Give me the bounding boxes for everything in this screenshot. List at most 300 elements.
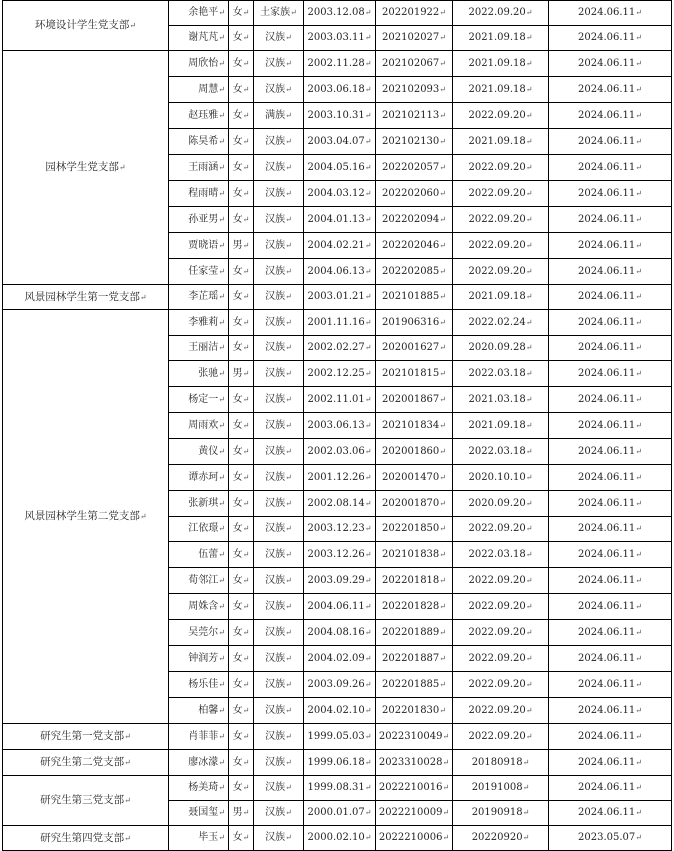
date-cell (549, 413, 672, 439)
gender-cell (229, 750, 254, 776)
table-row (3, 51, 672, 77)
paragraph-mark-icon: ↵ (525, 394, 533, 404)
name-cell (169, 129, 229, 155)
ethnicity-value: 汉族 (265, 342, 286, 353)
gender-value: 女 (232, 704, 243, 716)
paragraph-mark-icon: ↵ (635, 162, 642, 172)
enroll-cell (453, 776, 549, 801)
paragraph-mark-icon: ↵ (242, 343, 250, 352)
date-value: 2024.06.11 (578, 109, 636, 121)
student-id-value: 202201889 (382, 626, 440, 638)
birth-cell (304, 801, 376, 826)
gender-cell (229, 517, 254, 542)
paragraph-mark-icon: ↵ (364, 808, 372, 817)
enroll-cell (453, 155, 549, 181)
student-id-value: 202101885 (382, 291, 440, 302)
ethnicity-value: 汉族 (265, 265, 286, 277)
paragraph-mark-icon: ↵ (635, 498, 642, 508)
enroll-value: 2021.09.18 (468, 57, 526, 69)
birth-cell (304, 310, 376, 336)
date-value: 2024.06.11 (578, 393, 636, 405)
paragraph-mark-icon: ↵ (439, 266, 446, 276)
paragraph-mark-icon: ↵ (635, 833, 642, 842)
student-id-cell (376, 51, 453, 77)
date-value: 2024.06.11 (578, 523, 636, 534)
paragraph-mark-icon: ↵ (285, 317, 292, 327)
paragraph-mark-icon: ↵ (364, 420, 372, 430)
paragraph-mark-icon: ↵ (635, 549, 642, 559)
student-id-value: 202202094 (382, 213, 440, 225)
enroll-cell (453, 181, 549, 207)
paragraph-mark-icon: ↵ (218, 524, 225, 533)
paragraph-mark-icon: ↵ (439, 240, 446, 250)
gender-cell (229, 542, 254, 568)
date-value: 2024.06.11 (578, 704, 636, 716)
gender-value: 男 (232, 367, 243, 379)
student-id-value: 202001860 (382, 445, 440, 457)
paragraph-mark-icon: ↵ (218, 705, 225, 715)
student-id-value: 2023310028 (378, 756, 443, 768)
ethnicity-cell (254, 77, 304, 103)
paragraph-mark-icon: ↵ (364, 240, 372, 250)
ethnicity-cell (254, 207, 304, 233)
paragraph-mark-icon: ↵ (635, 240, 642, 250)
ethnicity-value: 土家族 (260, 7, 291, 18)
paragraph-mark-icon: ↵ (364, 679, 372, 689)
ethnicity-cell (254, 826, 304, 851)
paragraph-mark-icon: ↵ (218, 394, 225, 404)
paragraph-mark-icon: ↵ (635, 731, 642, 741)
birth-value: 2002.03.06 (307, 445, 365, 457)
paragraph-mark-icon: ↵ (442, 757, 450, 767)
paragraph-mark-icon: ↵ (218, 136, 225, 146)
paragraph-mark-icon: ↵ (525, 214, 533, 224)
paragraph-mark-icon: ↵ (635, 705, 642, 715)
birth-cell (304, 776, 376, 801)
ethnicity-cell (254, 568, 304, 594)
student-id-cell (376, 77, 453, 103)
name-cell (169, 750, 229, 776)
enroll-value: 20190918 (471, 807, 523, 818)
ethnicity-cell (254, 361, 304, 387)
name-cell (169, 26, 229, 51)
paragraph-mark-icon: ↵ (242, 84, 250, 94)
name-cell (169, 724, 229, 750)
date-cell (549, 207, 672, 233)
name-value: 周慧 (198, 83, 219, 95)
ethnicity-cell (254, 129, 304, 155)
birth-cell (304, 181, 376, 207)
paragraph-mark-icon: ↵ (218, 627, 225, 637)
enroll-cell (453, 801, 549, 826)
name-value: 周雨欢 (188, 419, 219, 431)
paragraph-mark-icon: ↵ (439, 446, 446, 456)
branch-name: 研究生第二党支部 (40, 756, 125, 769)
ethnicity-value: 汉族 (265, 652, 286, 664)
name-cell (169, 465, 229, 491)
student-id-value: 202202057 (382, 161, 440, 173)
enroll-value: 2020.09.20 (468, 497, 526, 509)
paragraph-mark-icon: ↵ (218, 833, 225, 842)
enroll-cell (453, 336, 549, 361)
paragraph-mark-icon: ↵ (124, 796, 131, 806)
birth-value: 1999.06.18 (307, 756, 365, 768)
date-cell (549, 26, 672, 51)
gender-value: 女 (232, 419, 243, 431)
date-value: 2024.06.11 (578, 135, 636, 147)
gender-value: 女 (232, 730, 243, 742)
name-value: 毕玉 (198, 832, 219, 843)
name-cell (169, 285, 229, 310)
paragraph-mark-icon: ↵ (525, 8, 533, 17)
student-id-cell (376, 181, 453, 207)
birth-value: 2000.02.10 (307, 832, 365, 843)
gender-value: 女 (232, 782, 243, 793)
paragraph-mark-icon: ↵ (285, 58, 292, 68)
birth-cell (304, 542, 376, 568)
paragraph-mark-icon: ↵ (139, 512, 147, 522)
paragraph-mark-icon: ↵ (525, 549, 533, 559)
paragraph-mark-icon: ↵ (525, 110, 533, 120)
paragraph-mark-icon: ↵ (285, 266, 292, 276)
name-cell (169, 336, 229, 361)
name-cell (169, 387, 229, 413)
date-value: 2024.06.11 (578, 161, 636, 173)
enroll-value: 20180918 (471, 756, 523, 768)
birth-cell (304, 646, 376, 672)
name-cell (169, 155, 229, 181)
enroll-value: 2022.03.18 (468, 548, 526, 560)
paragraph-mark-icon: ↵ (242, 757, 250, 767)
paragraph-mark-icon: ↵ (635, 653, 642, 663)
table-row (3, 310, 672, 336)
ethnicity-value: 汉族 (265, 316, 286, 328)
student-id-cell (376, 724, 453, 750)
table-row (3, 776, 672, 801)
paragraph-mark-icon: ↵ (525, 266, 533, 276)
paragraph-mark-icon: ↵ (635, 627, 642, 637)
enroll-value: 2022.09.20 (468, 626, 526, 638)
date-value: 2024.06.11 (578, 445, 636, 457)
birth-cell (304, 698, 376, 724)
ethnicity-value: 汉族 (265, 678, 286, 690)
birth-cell (304, 51, 376, 77)
ethnicity-value: 汉族 (265, 704, 286, 716)
paragraph-mark-icon: ↵ (525, 317, 533, 327)
name-value: 王丽洁 (188, 342, 219, 353)
date-cell (549, 361, 672, 387)
student-id-value: 202202046 (382, 239, 440, 251)
ethnicity-cell (254, 801, 304, 826)
student-id-cell (376, 620, 453, 646)
enroll-value: 2022.09.20 (468, 109, 526, 121)
branch-cell (3, 724, 169, 750)
date-cell (549, 103, 672, 129)
paragraph-mark-icon: ↵ (525, 33, 533, 42)
paragraph-mark-icon: ↵ (525, 731, 533, 741)
paragraph-mark-icon: ↵ (218, 8, 225, 17)
paragraph-mark-icon: ↵ (242, 524, 250, 533)
paragraph-mark-icon: ↵ (285, 84, 292, 94)
date-value: 2024.06.11 (578, 57, 636, 69)
birth-cell (304, 259, 376, 285)
paragraph-mark-icon: ↵ (525, 446, 533, 456)
ethnicity-value: 汉族 (265, 291, 286, 302)
birth-cell (304, 724, 376, 750)
branch-name: 园林学生党支部 (45, 161, 119, 174)
name-cell (169, 1, 229, 26)
paragraph-mark-icon: ↵ (525, 524, 533, 533)
paragraph-mark-icon: ↵ (364, 84, 372, 94)
paragraph-mark-icon: ↵ (285, 446, 292, 456)
date-value: 2024.06.11 (578, 548, 636, 560)
paragraph-mark-icon: ↵ (525, 472, 533, 482)
student-id-value: 202102027 (382, 32, 440, 43)
birth-value: 2004.08.16 (307, 626, 365, 638)
paragraph-mark-icon: ↵ (218, 575, 225, 585)
ethnicity-value: 汉族 (265, 807, 286, 818)
paragraph-mark-icon: ↵ (218, 317, 225, 327)
student-id-value: 201906316 (382, 316, 440, 328)
paragraph-mark-icon: ↵ (442, 783, 450, 792)
name-value: 赵珏雅 (188, 109, 219, 121)
student-id-value: 202201818 (382, 574, 440, 586)
birth-value: 2004.03.12 (307, 187, 365, 199)
paragraph-mark-icon: ↵ (439, 601, 446, 611)
paragraph-mark-icon: ↵ (635, 808, 642, 817)
birth-cell (304, 103, 376, 129)
gender-value: 女 (232, 83, 243, 95)
gender-cell (229, 646, 254, 672)
student-id-value: 2022310049 (378, 730, 443, 742)
student-id-value: 202102067 (382, 57, 440, 69)
ethnicity-cell (254, 776, 304, 801)
gender-cell (229, 465, 254, 491)
enroll-cell (453, 826, 549, 851)
ethnicity-cell (254, 724, 304, 750)
name-value: 余艳平 (188, 7, 219, 18)
student-id-cell (376, 285, 453, 310)
date-value: 2024.06.11 (578, 471, 636, 483)
paragraph-mark-icon: ↵ (525, 498, 533, 508)
paragraph-mark-icon: ↵ (218, 266, 225, 276)
branch-name: 研究生第四党支部 (40, 831, 125, 844)
student-id-value: 202101834 (382, 419, 440, 431)
enroll-value: 2022.09.20 (468, 574, 526, 586)
enroll-cell (453, 387, 549, 413)
paragraph-mark-icon: ↵ (525, 627, 533, 637)
ethnicity-cell (254, 439, 304, 465)
paragraph-mark-icon: ↵ (439, 188, 446, 198)
paragraph-mark-icon: ↵ (364, 549, 372, 559)
birth-value: 2000.01.07 (307, 807, 365, 818)
enroll-cell (453, 285, 549, 310)
student-id-cell (376, 542, 453, 568)
paragraph-mark-icon: ↵ (242, 162, 250, 172)
enroll-cell (453, 672, 549, 698)
paragraph-mark-icon: ↵ (118, 163, 126, 173)
paragraph-mark-icon: ↵ (525, 240, 533, 250)
student-id-value: 202201885 (382, 678, 440, 690)
gender-value: 女 (232, 497, 243, 509)
paragraph-mark-icon: ↵ (364, 575, 372, 585)
paragraph-mark-icon: ↵ (218, 679, 225, 689)
birth-value: 2002.11.01 (307, 393, 365, 405)
name-value: 王雨涵 (188, 161, 219, 173)
student-id-value: 202202085 (382, 265, 440, 277)
enroll-cell (453, 259, 549, 285)
name-cell (169, 310, 229, 336)
paragraph-mark-icon: ↵ (522, 808, 530, 817)
paragraph-mark-icon: ↵ (285, 136, 292, 146)
paragraph-mark-icon: ↵ (364, 162, 372, 172)
enroll-value: 2022.09.20 (468, 678, 526, 690)
paragraph-mark-icon: ↵ (124, 732, 131, 742)
paragraph-mark-icon: ↵ (285, 292, 292, 301)
student-id-cell (376, 233, 453, 259)
paragraph-mark-icon: ↵ (364, 188, 372, 198)
gender-value: 女 (232, 7, 243, 18)
birth-cell (304, 517, 376, 542)
paragraph-mark-icon: ↵ (285, 498, 292, 508)
date-value: 2024.06.11 (578, 652, 636, 664)
student-id-value: 202202060 (382, 187, 440, 199)
gender-cell (229, 181, 254, 207)
gender-cell (229, 724, 254, 750)
ethnicity-cell (254, 1, 304, 26)
enroll-value: 2020.10.10 (468, 471, 526, 483)
birth-cell (304, 491, 376, 517)
ethnicity-cell (254, 698, 304, 724)
date-value: 2024.06.11 (578, 782, 636, 793)
name-value: 任家莹 (188, 265, 219, 277)
paragraph-mark-icon: ↵ (285, 757, 292, 767)
name-cell (169, 542, 229, 568)
paragraph-mark-icon: ↵ (635, 524, 642, 533)
paragraph-mark-icon: ↵ (285, 783, 292, 792)
birth-value: 2004.06.13 (307, 265, 365, 277)
ethnicity-value: 汉族 (265, 600, 286, 612)
paragraph-mark-icon: ↵ (364, 33, 372, 42)
paragraph-mark-icon: ↵ (242, 240, 250, 250)
enroll-value: 2022.09.20 (468, 704, 526, 716)
branch-cell (3, 310, 169, 724)
birth-cell (304, 387, 376, 413)
paragraph-mark-icon: ↵ (242, 368, 250, 378)
student-id-cell (376, 491, 453, 517)
student-id-value: 202102093 (382, 83, 440, 95)
gender-value: 女 (232, 316, 243, 328)
date-value: 2024.06.11 (578, 574, 636, 586)
student-id-value: 202001867 (382, 393, 440, 405)
birth-value: 2003.03.11 (307, 32, 365, 43)
name-value: 荀邻江 (188, 574, 219, 586)
date-cell (549, 542, 672, 568)
date-cell (549, 77, 672, 103)
paragraph-mark-icon: ↵ (285, 833, 292, 842)
gender-cell (229, 1, 254, 26)
student-id-cell (376, 776, 453, 801)
birth-value: 2001.11.16 (307, 316, 365, 328)
birth-value: 2002.08.14 (307, 497, 365, 509)
date-value: 2024.06.11 (578, 342, 636, 353)
paragraph-mark-icon: ↵ (635, 136, 642, 146)
paragraph-mark-icon: ↵ (242, 472, 250, 482)
name-cell (169, 620, 229, 646)
ethnicity-value: 满族 (265, 109, 286, 121)
gender-value: 女 (232, 32, 243, 43)
name-cell (169, 361, 229, 387)
date-value: 2024.06.11 (578, 419, 636, 431)
paragraph-mark-icon: ↵ (525, 188, 533, 198)
paragraph-mark-icon: ↵ (285, 627, 292, 637)
student-id-cell (376, 129, 453, 155)
paragraph-mark-icon: ↵ (635, 368, 642, 378)
ethnicity-cell (254, 336, 304, 361)
date-cell (549, 259, 672, 285)
branch-name: 研究生第三党支部 (40, 794, 125, 807)
enroll-cell (453, 491, 549, 517)
enroll-value: 20220920 (471, 832, 523, 843)
date-value: 2024.06.11 (578, 7, 636, 18)
birth-value: 2004.05.16 (307, 161, 365, 173)
gender-value: 女 (232, 393, 243, 405)
paragraph-mark-icon: ↵ (439, 394, 446, 404)
gender-cell (229, 568, 254, 594)
ethnicity-cell (254, 542, 304, 568)
paragraph-mark-icon: ↵ (525, 601, 533, 611)
birth-value: 2002.02.27 (307, 342, 365, 353)
paragraph-mark-icon: ↵ (364, 266, 372, 276)
paragraph-mark-icon: ↵ (218, 292, 225, 301)
birth-value: 2004.02.09 (307, 652, 365, 664)
student-id-cell (376, 646, 453, 672)
paragraph-mark-icon: ↵ (439, 653, 446, 663)
ethnicity-value: 汉族 (265, 523, 286, 534)
date-value: 2024.06.11 (578, 807, 636, 818)
enroll-value: 2022.09.20 (468, 213, 526, 225)
gender-value: 女 (232, 626, 243, 638)
date-value: 2024.06.11 (578, 497, 636, 509)
birth-cell (304, 620, 376, 646)
birth-cell (304, 672, 376, 698)
name-value: 伍蕾 (198, 548, 219, 560)
birth-value: 1999.05.03 (307, 730, 365, 742)
paragraph-mark-icon: ↵ (285, 549, 292, 559)
paragraph-mark-icon: ↵ (364, 705, 372, 715)
birth-cell (304, 465, 376, 491)
name-value: 吴莞尔 (188, 626, 219, 638)
name-cell (169, 207, 229, 233)
name-cell (169, 233, 229, 259)
paragraph-mark-icon: ↵ (635, 446, 642, 456)
birth-value: 2004.06.11 (307, 600, 365, 612)
gender-cell (229, 801, 254, 826)
date-cell (549, 698, 672, 724)
name-value: 廖冰濛 (188, 756, 219, 768)
birth-cell (304, 155, 376, 181)
date-cell (549, 310, 672, 336)
paragraph-mark-icon: ↵ (439, 214, 446, 224)
paragraph-mark-icon: ↵ (285, 601, 292, 611)
paragraph-mark-icon: ↵ (635, 757, 642, 767)
enroll-value: 2021.09.18 (468, 135, 526, 147)
paragraph-mark-icon: ↵ (242, 498, 250, 508)
date-value: 2024.06.11 (578, 187, 636, 199)
gender-cell (229, 77, 254, 103)
gender-cell (229, 233, 254, 259)
name-value: 谭赤珂 (188, 471, 219, 483)
